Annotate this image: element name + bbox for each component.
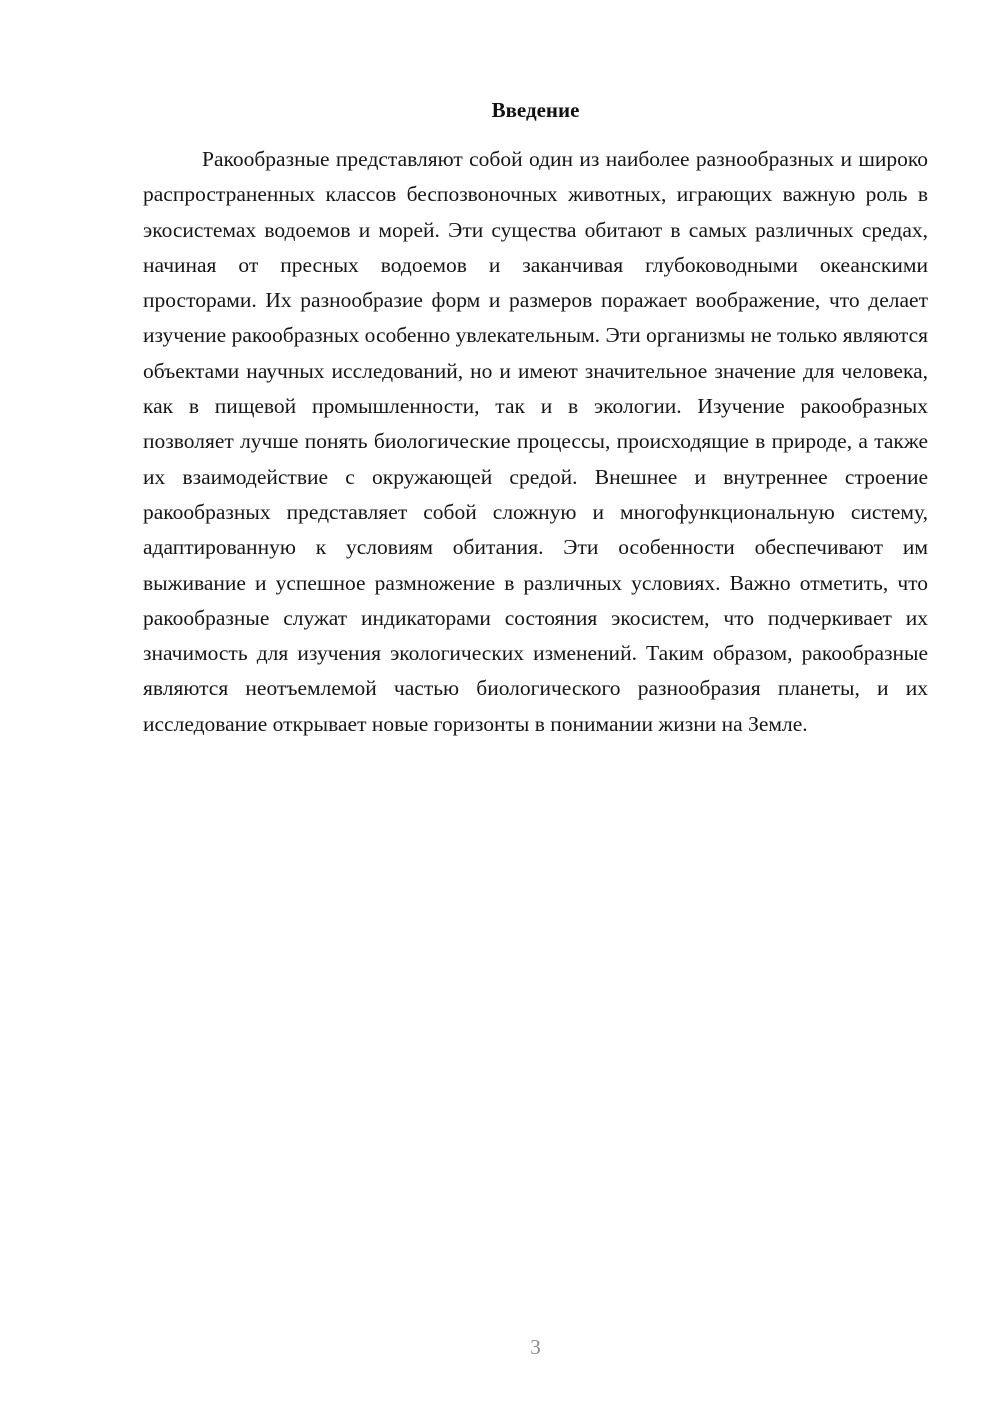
section-title: Введение (491, 98, 580, 122)
page-number: 3 (530, 1335, 541, 1359)
body-paragraph: Ракообразные представляют собой один из наиболее разнообразных и широко распространенных классов беспозвоночных животных, играющих важную роль в экосистемах водоемов и морей. Эти существа обитают в самых различных средах, начиная от пресных водоемов и заканчивая глубоководными океанскими просторами. Их разнообразие форм и размеров поражает воображение, что делает изучение ракообразных особенно увлекательным. Эти организмы не только являются объектами научных исследований, но и имеют значительное значение для человека, как в пищевой промышленности, так и в экологии. Изучение ракообразных позволяет лучше понять биологические процессы, происходящие в природе, а также их взаимодействие с окружающей средой. Внешнее и внутреннее строение ракообразных представляет собой сложную и многофункциональную систему, адаптированную к условиям обитания. Эти особенности обеспечивают им выживание и успешное размножение в различных условиях. Важно отметить, что ракообразные служат индикаторами состояния экосистем, что подчеркивает их значимость для изучения экологических изменений. Таким образом, ракообразные являются неотъемлемой частью биологического разнообразия планеты, и их исследование открывает новые горизонты в понимании жизни на Земле. (143, 147, 928, 736)
